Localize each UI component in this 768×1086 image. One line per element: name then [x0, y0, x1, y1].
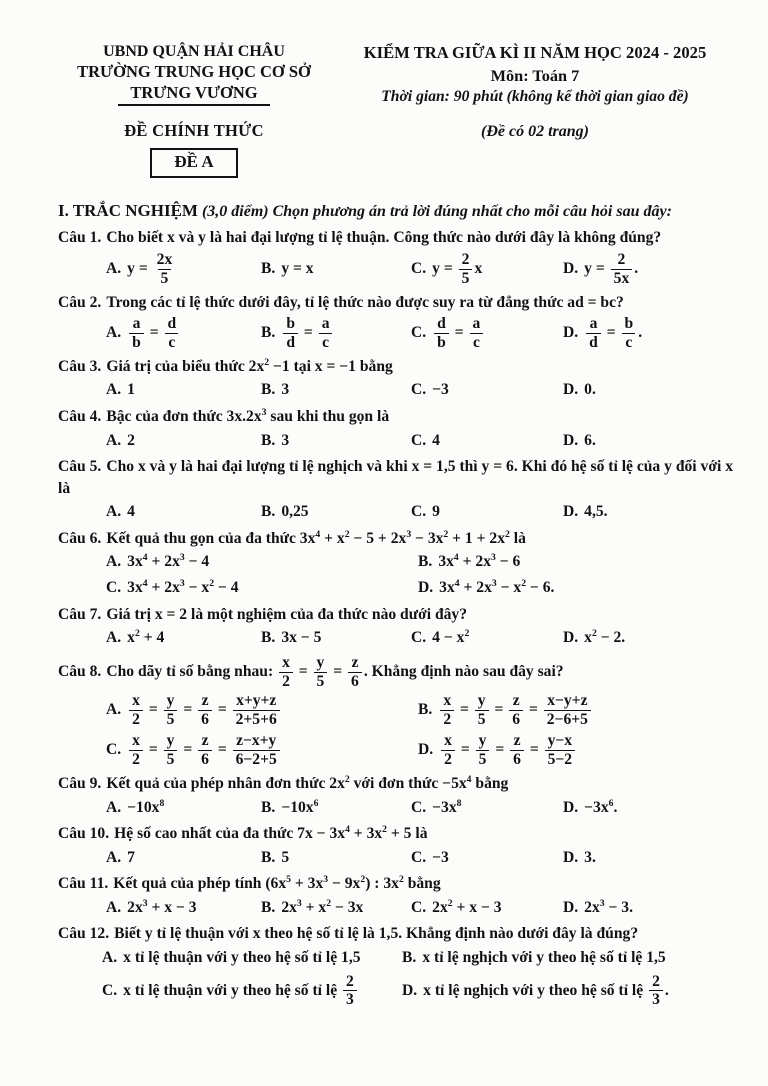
option-b — [418, 692, 736, 729]
option-text: x tỉ lệ nghịch với y theo hệ số tỉ lệ 1,5 — [422, 948, 666, 966]
option-label: B. — [261, 431, 276, 449]
question-6 — [58, 528, 736, 600]
question-label: Câu 3. — [58, 357, 102, 375]
option-c — [106, 577, 418, 600]
option-text: $\frac{x}{2}$ = $\frac{y}{5}$ = $\frac{z}{6}$ = $\frac{x-y+z}{2-6+5}$ — [438, 701, 593, 718]
option-a — [106, 251, 261, 288]
option-a — [106, 379, 261, 402]
option-text: $\frac{x}{2}$ = $\frac{y}{5}$ = $\frac{z}{6}$ = $\frac{z-x+y}{6-2+5}$ — [127, 741, 282, 758]
question-8-options — [106, 692, 736, 769]
question-12-options — [102, 947, 736, 1009]
question-12 — [58, 923, 736, 1009]
option-d — [418, 732, 736, 769]
option-label: B. — [261, 324, 276, 342]
option-label: C. — [411, 503, 427, 521]
section-heading — [58, 200, 736, 223]
option-text: $3x^4 + 2x^3 - 4$ — [127, 552, 210, 571]
option-text: −3 — [432, 381, 449, 399]
option-d — [563, 797, 736, 820]
question-label: Câu 2. — [58, 293, 102, 311]
question-4-options — [106, 430, 736, 453]
option-d — [563, 897, 736, 920]
option-text: y = $\frac{2}{5}$ x — [432, 250, 483, 287]
option-label: A. — [106, 503, 122, 521]
question-10 — [58, 823, 736, 869]
option-label: C. — [411, 259, 427, 277]
option-text: 3 — [281, 431, 290, 449]
option-label: A. — [106, 259, 122, 277]
option-text: 6. — [584, 431, 596, 449]
option-label: D. — [563, 848, 579, 866]
option-text: 7 — [127, 848, 135, 866]
option-label: A. — [106, 629, 122, 647]
option-b — [261, 430, 411, 453]
question-label: Câu 4. — [58, 408, 102, 426]
exam-page-count: (Đề có 02 trang) — [481, 123, 589, 140]
option-d — [563, 847, 736, 870]
option-text: $-10x^8$ — [127, 797, 165, 816]
option-text: $3x^4 + 2x^3 - x^2 - 6$. — [439, 577, 555, 596]
question-text: Bậc của đơn thức $3x.2x^3$ sau khi thu gọn là — [106, 406, 390, 426]
question-3 — [58, 356, 736, 402]
option-text: $2x^2 + x - 3$ — [432, 897, 502, 916]
option-label: D. — [563, 798, 579, 816]
option-d — [563, 251, 736, 288]
option-a — [106, 430, 261, 453]
question-8 — [58, 654, 736, 769]
option-label: A. — [102, 948, 118, 966]
option-c — [411, 897, 563, 920]
question-text: Cho biết x và y là hai đại lượng tỉ lệ thuận. Công thức nào dưới đây là không đúng? — [106, 229, 662, 247]
option-text: 5 — [281, 848, 290, 866]
option-b — [261, 501, 411, 524]
option-label: D. — [563, 503, 579, 521]
option-text: $2x^3 - 3$. — [584, 897, 633, 916]
question-text: Biết y tỉ lệ thuận với x theo hệ số tỉ lệ là 1,5. Khẳng định nào dưới đây là đúng? — [114, 925, 639, 943]
option-label: A. — [106, 701, 122, 719]
question-text: Cho x và y là hai đại lượng tỉ lệ nghịch và khi x = 1,5 thì y = 6. Khi đó hệ số tỉ lệ của y đối với x là — [58, 458, 733, 497]
exam-code-box: ĐỀ A — [150, 148, 237, 178]
option-c — [411, 315, 563, 352]
option-c — [106, 732, 418, 769]
option-b — [261, 847, 411, 870]
option-text: $\frac{x}{2}$ = $\frac{y}{5}$ = $\frac{z}{6}$ = $\frac{x+y+z}{2+5+6}$ — [127, 701, 282, 718]
option-text: 0. — [584, 381, 596, 399]
option-b — [261, 315, 411, 352]
question-label: Câu 7. — [58, 605, 102, 623]
question-label: Câu 8. — [58, 662, 102, 680]
option-a — [106, 315, 261, 352]
option-label: C. — [411, 898, 427, 916]
option-a — [106, 551, 418, 574]
option-text: 4 — [432, 431, 440, 449]
option-text: $x^2 - 2$. — [584, 627, 626, 647]
option-label: C. — [106, 741, 122, 759]
header-school-block — [58, 42, 330, 178]
question-text: Kết quả của phép tính $(6x^5 + 3x^3 - 9x^2)$ : $3x^2$ bằng — [113, 874, 441, 893]
option-b — [261, 897, 411, 920]
school-type: TRƯỜNG TRUNG HỌC CƠ SỞ — [77, 62, 311, 81]
option-d — [563, 315, 736, 352]
option-text: $3x^4 + 2x^3 - 6$ — [438, 552, 521, 571]
option-label: D. — [563, 629, 579, 647]
page-header — [58, 42, 736, 178]
option-c — [411, 797, 563, 820]
option-text: 3x − 5 — [281, 629, 322, 647]
question-5-options — [106, 501, 736, 524]
option-label: B. — [261, 629, 276, 647]
option-d — [418, 577, 736, 600]
option-label: A. — [106, 431, 122, 449]
option-text: x tỉ lệ thuận với y theo hệ số tỉ lệ $\frac{2}{3}$ — [123, 982, 359, 999]
option-label: D. — [563, 431, 579, 449]
question-9 — [58, 773, 736, 819]
option-label: B. — [261, 798, 276, 816]
option-d — [402, 973, 736, 1010]
option-a — [106, 847, 261, 870]
option-text: 3 — [281, 381, 290, 399]
option-text: y = $\frac{2}{5x}$ . — [584, 250, 639, 287]
option-label: D. — [418, 741, 434, 759]
question-text: Trong các tỉ lệ thức dưới đây, tỉ lệ thức nào được suy ra từ đẳng thức ad = bc? — [106, 293, 624, 311]
question-text: Kết quả của phép nhân đơn thức $2x^2$ với đơn thức $-5x^4$ bằng — [106, 773, 509, 793]
option-text: $-3x^8$ — [432, 797, 462, 816]
option-c — [411, 847, 563, 870]
section-label: I. TRẮC NGHIỆM — [58, 201, 198, 221]
option-text: 3. — [584, 848, 596, 866]
option-c — [411, 379, 563, 402]
exam-title: KIỂM TRA GIỮA KÌ II NĂM HỌC 2024 - 2025 — [363, 43, 707, 62]
question-text: Kết quả thu gọn của đa thức $3x^4 + x^2 - 5 + 2x^3 - 3x^2 + 1 + 2x^2$ là — [106, 528, 526, 547]
option-label: A. — [106, 553, 122, 571]
option-label: C. — [411, 431, 427, 449]
option-label: D. — [563, 259, 579, 277]
option-label: C. — [102, 981, 118, 999]
question-1 — [58, 227, 736, 287]
option-text: 4 — [127, 503, 135, 521]
option-text: $x^2 + 4$ — [127, 627, 165, 647]
option-b — [261, 627, 411, 650]
option-text: $2x^3 + x - 3$ — [127, 897, 197, 916]
option-label: B. — [261, 381, 276, 399]
option-text: x tỉ lệ nghịch với y theo hệ số tỉ lệ $\frac{2}{3}$ . — [423, 972, 669, 1009]
option-text: $3x^4 + 2x^3 - x^2 - 4$ — [127, 577, 239, 596]
option-c — [411, 501, 563, 524]
option-label: A. — [106, 798, 122, 816]
option-text: $2x^3 + x^2 - 3x$ — [281, 897, 364, 916]
option-d — [563, 501, 736, 524]
option-text: 9 — [432, 503, 440, 521]
option-b — [402, 947, 736, 970]
question-text: Hệ số cao nhất của đa thức $7x - 3x^4 + 3x^2 + 5$ là — [114, 823, 428, 843]
option-text: $\frac{a}{d}$ = $\frac{b}{c}$ . — [584, 324, 642, 341]
question-4 — [58, 406, 736, 452]
option-d — [563, 627, 736, 650]
option-label: C. — [411, 848, 427, 866]
option-label: B. — [418, 701, 433, 719]
question-label: Câu 5. — [58, 458, 102, 476]
option-text: $-10x^6$ — [281, 797, 319, 816]
option-label: A. — [106, 381, 122, 399]
option-label: C. — [411, 798, 427, 816]
option-b — [261, 379, 411, 402]
option-label: C. — [411, 324, 427, 342]
option-text: 2 — [127, 431, 135, 449]
option-a — [106, 627, 261, 650]
option-c — [411, 251, 563, 288]
district-name: UBND QUẬN HẢI CHÂU — [103, 43, 285, 60]
question-11-options — [106, 897, 736, 920]
question-3-options — [106, 379, 736, 402]
school-name: TRƯNG VƯƠNG — [118, 83, 269, 107]
option-label: C. — [411, 629, 427, 647]
question-7 — [58, 604, 736, 650]
option-label: B. — [261, 898, 276, 916]
option-text: y = x — [281, 259, 314, 277]
question-label: Câu 11. — [58, 875, 109, 893]
option-a — [106, 692, 418, 729]
option-label: D. — [402, 981, 418, 999]
question-label: Câu 6. — [58, 529, 102, 547]
option-label: B. — [261, 848, 276, 866]
option-text: 4,5. — [584, 503, 608, 521]
question-2-options — [106, 315, 736, 352]
option-text: y = $\frac{2x}{5}$ — [127, 250, 173, 287]
option-text: 0,25 — [281, 503, 309, 521]
option-text: $4 - x^2$ — [432, 627, 470, 647]
option-a — [102, 947, 402, 970]
option-label: C. — [411, 381, 427, 399]
option-text: $\frac{b}{d}$ = $\frac{a}{c}$ — [281, 324, 334, 341]
option-label: B. — [402, 948, 417, 966]
option-label: C. — [106, 578, 122, 596]
question-2 — [58, 292, 736, 352]
option-d — [563, 430, 736, 453]
question-label: Câu 9. — [58, 775, 102, 793]
option-text: $\frac{a}{b}$ = $\frac{d}{c}$ — [127, 324, 181, 341]
option-c — [102, 973, 402, 1010]
option-c — [411, 627, 563, 650]
question-11 — [58, 873, 736, 919]
question-text: Giá trị x = 2 là một nghiệm của đa thức nào dưới đây? — [106, 605, 468, 623]
option-label: D. — [418, 578, 434, 596]
exam-duration: Thời gian: 90 phút (không kể thời gian giao đề) — [381, 87, 689, 105]
exam-subject: Môn: Toán 7 — [490, 65, 580, 85]
section-instruction: Chọn phương án trả lời đúng nhất cho mỗi câu hỏi sau đây: — [272, 203, 672, 221]
option-d — [563, 379, 736, 402]
option-text: −3 — [432, 848, 449, 866]
option-b — [261, 797, 411, 820]
option-label: A. — [106, 324, 122, 342]
question-text: Cho dãy tỉ số bằng nhau: $\frac{x}{2}$ = $\frac{y}{5}$ = $\frac{z}{6}$ . Khẳng định nào sau đây sai? — [106, 653, 564, 690]
official-exam-label: ĐỀ CHÍNH THỨC — [124, 121, 264, 141]
option-text: 1 — [127, 381, 135, 399]
question-10-options — [106, 847, 736, 870]
option-label: A. — [106, 898, 122, 916]
option-label: D. — [563, 324, 579, 342]
option-c — [411, 430, 563, 453]
option-b — [418, 551, 736, 574]
question-6-options — [106, 551, 736, 599]
header-exam-block — [330, 42, 736, 141]
option-b — [261, 258, 411, 281]
option-label: B. — [261, 503, 276, 521]
option-a — [106, 501, 261, 524]
option-a — [106, 797, 261, 820]
option-text: $\frac{d}{b}$ = $\frac{a}{c}$ — [432, 324, 485, 341]
option-label: B. — [261, 259, 276, 277]
question-label: Câu 1. — [58, 229, 102, 247]
question-label: Câu 12. — [58, 925, 110, 943]
option-text: $-3x^6$. — [584, 797, 618, 816]
question-text: Giá trị của biểu thức $2x^2 -1$ tại x = −1 bằng — [106, 356, 393, 375]
question-1-options — [106, 251, 736, 288]
question-label: Câu 10. — [58, 825, 110, 843]
question-9-options — [106, 797, 736, 820]
option-a — [106, 897, 261, 920]
option-label: A. — [106, 848, 122, 866]
option-text: $\frac{x}{2}$ = $\frac{y}{5}$ = $\frac{z}{6}$ = $\frac{y-x}{5-2}$ — [439, 741, 577, 758]
option-label: D. — [563, 898, 579, 916]
option-text: x tỉ lệ thuận với y theo hệ số tỉ lệ 1,5 — [123, 948, 361, 966]
option-label: D. — [563, 381, 579, 399]
option-label: B. — [418, 553, 433, 571]
question-7-options — [106, 627, 736, 650]
section-points: (3,0 điểm) — [201, 203, 269, 221]
question-5 — [58, 456, 736, 524]
